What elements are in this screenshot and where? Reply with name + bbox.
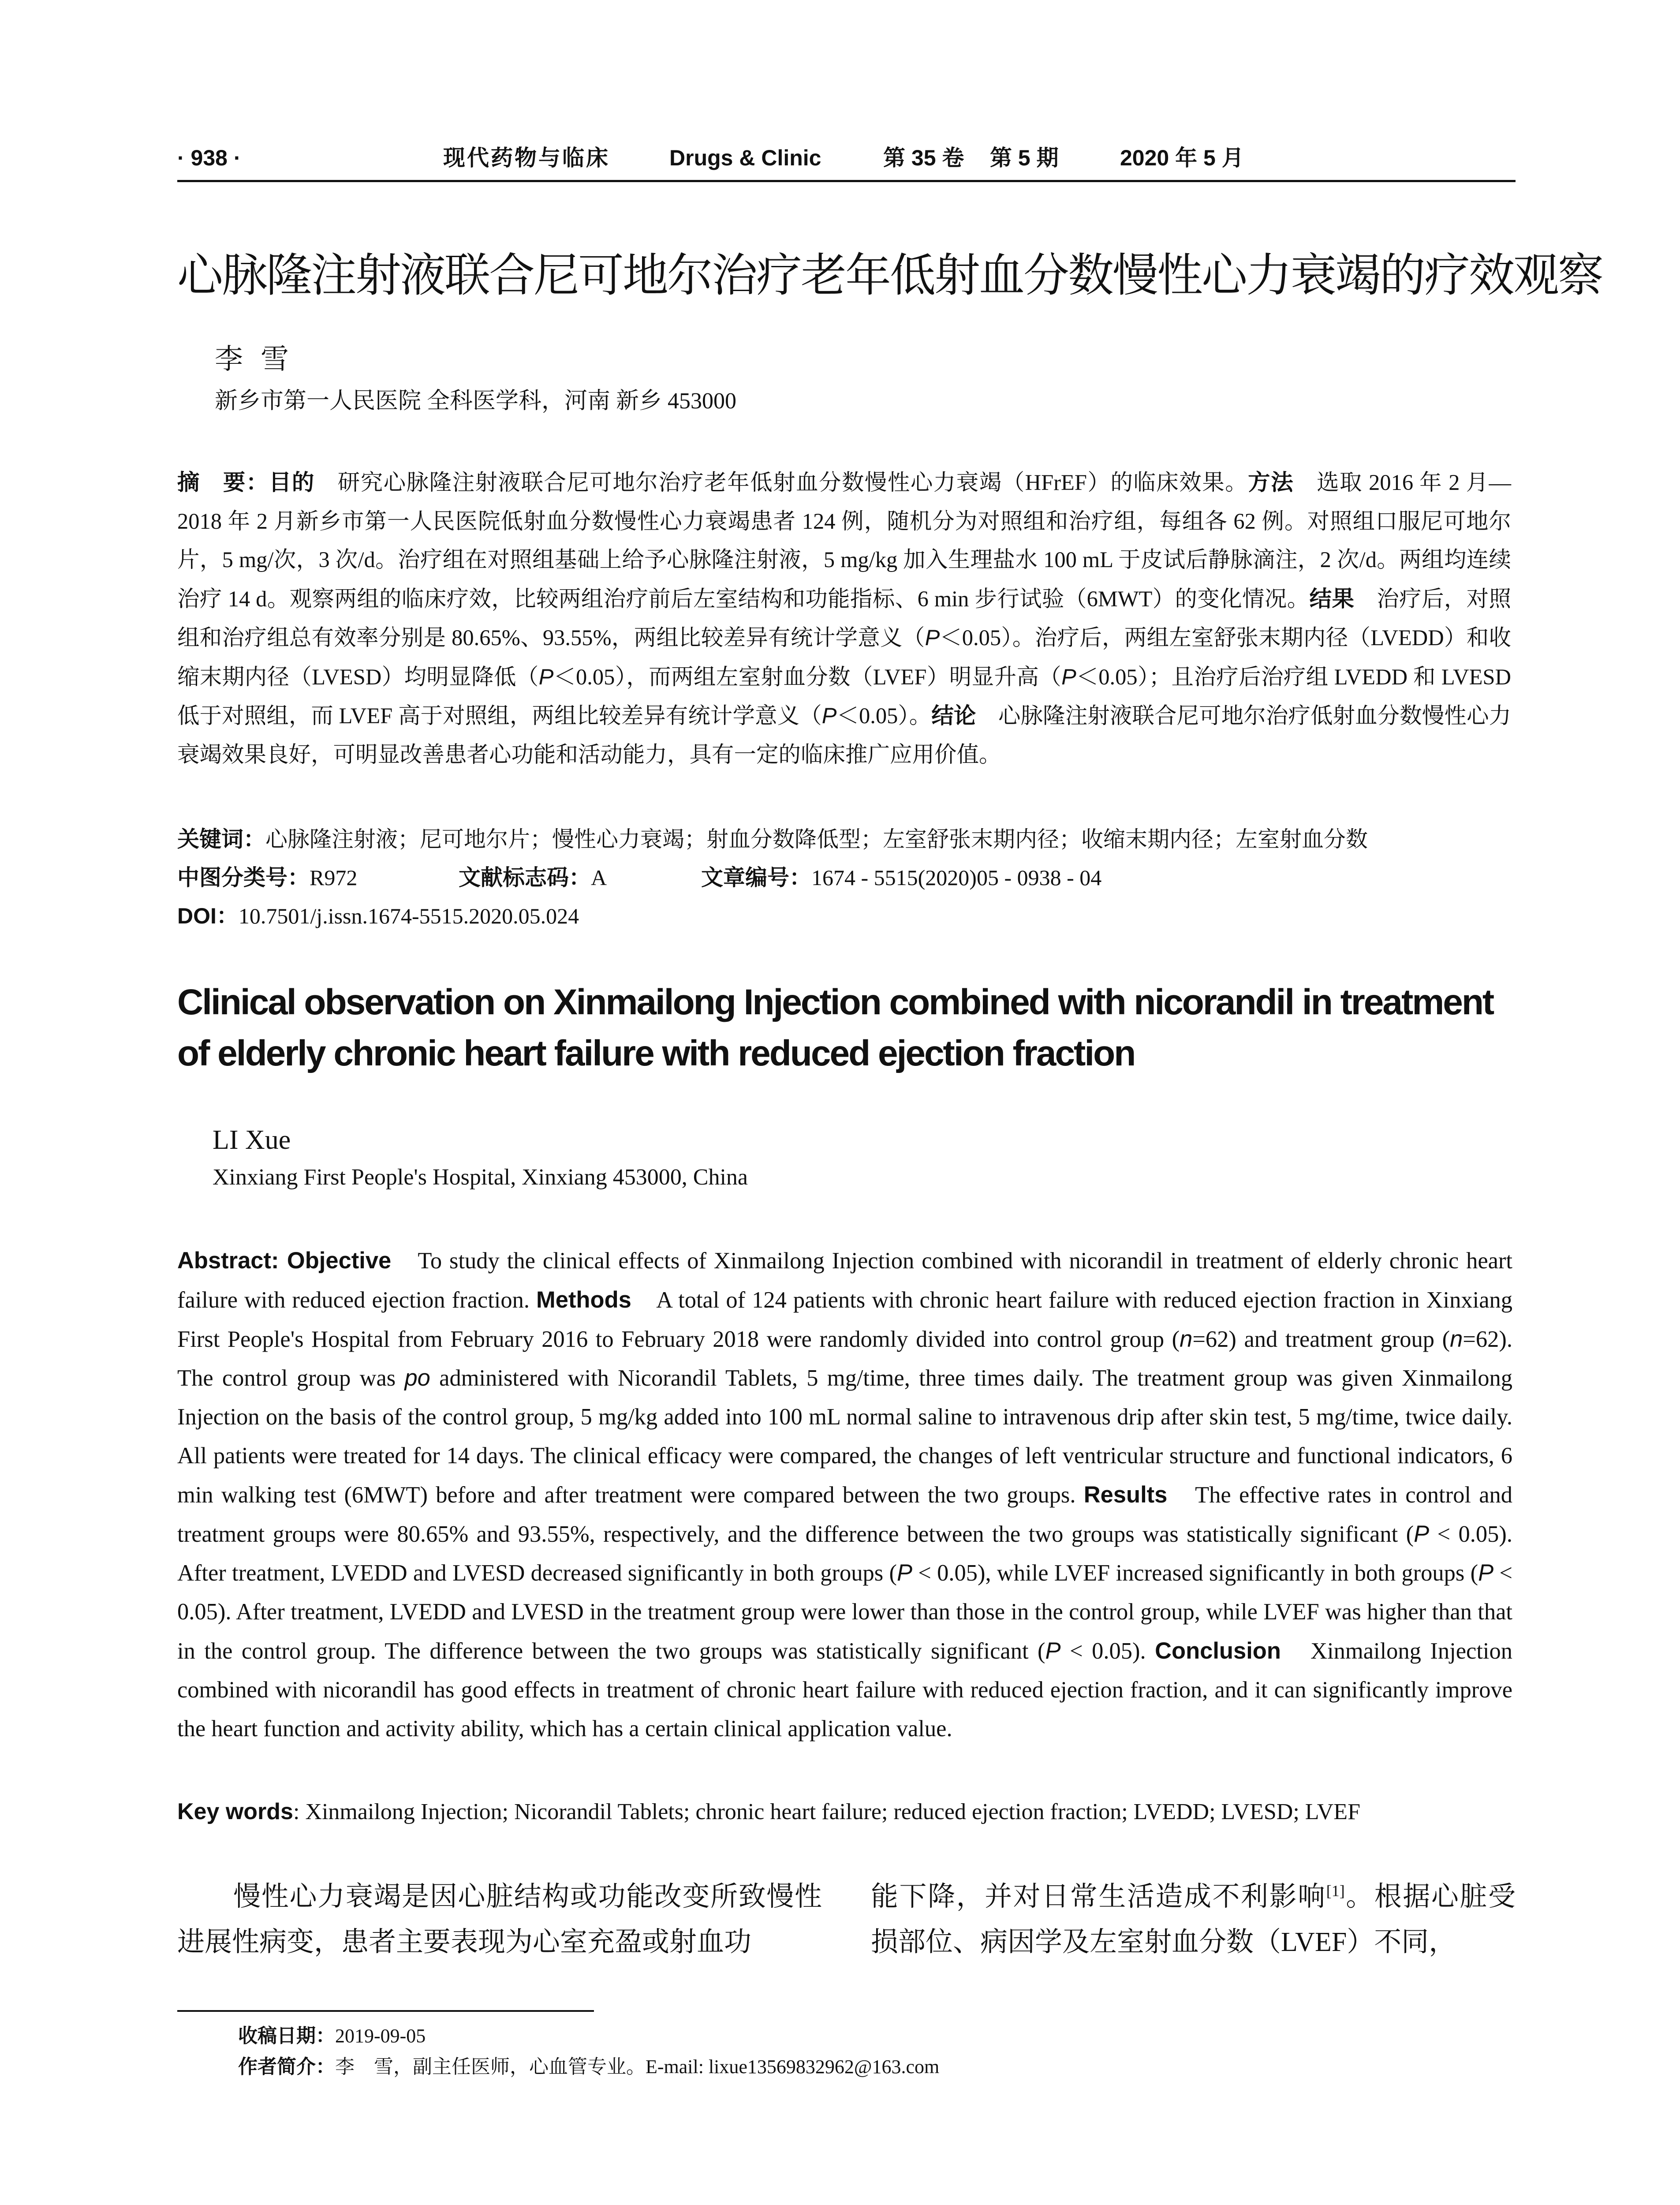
objective-label: 目的: [269, 470, 315, 495]
results-text: < 0.05). After treatment, LVEDD and LVESD in the treatment group were lower than those in the control group, while LVEF was higher than that in the control group. The difference between the two groups was statistically significant (: [177, 1560, 1513, 1664]
results-text: The effective rates in control and treatment groups were 80.65% and 93.55%, respectively, and the difference between the two groups was statistically significant (: [177, 1482, 1512, 1547]
footnote-rule: [177, 2010, 594, 2012]
results-text: ＜0.05）。: [836, 703, 932, 728]
chinese-abstract: [177, 463, 1511, 774]
keywords-label: 关键词：: [177, 827, 265, 852]
document-code: [459, 859, 607, 897]
english-abstract: [177, 1241, 1512, 1748]
english-title: Clinical observation on Xinmailong Injection combined with nicorandil in treatment of elderly chronic heart failure with reduced ejection fraction: [177, 982, 1493, 1073]
p-symbol: P: [925, 625, 940, 650]
objective-label: Objective: [287, 1248, 392, 1274]
p-symbol: P: [1061, 664, 1076, 689]
article-number: [701, 859, 1101, 897]
article-number-label: 文章编号：: [701, 865, 811, 890]
methods-text: =62) and treatment group (: [1192, 1326, 1450, 1352]
p-symbol: P: [538, 664, 554, 689]
chinese-title: 心脉隆注射液联合尼可地尔治疗老年低射血分数慢性心力衰竭的疗效观察: [177, 250, 1603, 301]
english-affiliation: Xinxiang First People's Hospital, Xinxiang 453000, China: [213, 1165, 748, 1190]
results-text: < 0.05). After treatment, LVEDD and LVESD decreased significantly in both groups (: [177, 1521, 1512, 1586]
conclusion-label: Conclusion: [1155, 1637, 1281, 1664]
keywords-text: 心脉隆注射液；尼可地尔片；慢性心力衰竭；射血分数降低型；左室舒张末期内径；收缩末期内径；左室射血分数: [265, 827, 1368, 852]
body-column-left: 慢性心力衰竭是因心脏结构或功能改变所致慢性进展性病变，患者主要表现为心室充盈或射血功: [177, 1882, 822, 1957]
received-date: [238, 2021, 426, 2052]
citation-ref: [1]: [1326, 1882, 1345, 1900]
chinese-author: 李雪: [215, 344, 306, 375]
article-number-value: 1674 - 5515(2020)05 - 0938 - 04: [811, 865, 1102, 890]
results-text: ＜0.05），而两组左室射血分数（LVEF）明显升高（: [553, 664, 1062, 689]
english-author: LI Xue: [213, 1125, 291, 1155]
document-code-label: 文献标志码：: [459, 865, 591, 890]
author-bio-label: 作者简介：: [238, 2056, 335, 2078]
document-code-value: A: [591, 865, 607, 890]
english-keywords: [177, 1793, 1522, 1831]
methods-text: 选取 2016 年 2 月—2018 年 2 月新乡市第一人民医院低射血分数慢性心力衰竭患者 124 例，随机分为对照组和治疗组，每组各 62 例。对照组口服尼可地尔片，5 mg/次，3 次/d。治疗组在对照组基础上给予心脉隆注射液，5 mg/kg 加入生理盐水 100 mL 于皮试后静脉滴注，2 次/d。两组均连续治疗 14 d。观察两组的临床疗效，比较两组治疗前后左室结构和功能指标、6 min 步行试验（6MWT）的变化情况。: [177, 470, 1512, 611]
journal-name-cn: 现代药物与临床: [443, 146, 610, 170]
chinese-affiliation: 新乡市第一人民医院 全科医学科，河南 新乡 453000: [215, 389, 737, 414]
p-symbol: P: [1045, 1637, 1061, 1664]
page-number: · 938 ·: [177, 146, 241, 170]
conclusion-text: Xinmailong Injection combined with nicorandil has good effects in treatment of chronic heart failure with reduced ejection fraction, and it can significantly improve the heart function and activity ability, which has a certain clinical application value.: [177, 1638, 1513, 1742]
results-text: ＜0.05）。治疗后，两组左室舒张末期内径（LVEDD）和收缩末期内径（LVESD）均明显降低（: [177, 625, 1511, 689]
issue-date: 2020 年 5 月: [1120, 146, 1244, 170]
objective-text: 研究心脉隆注射液联合尼可地尔治疗老年低射血分数慢性心力衰竭（HFrEF）的临床效果。: [314, 470, 1248, 495]
results-text: < 0.05).: [1060, 1638, 1155, 1664]
p-symbol: P: [1414, 1521, 1430, 1547]
doi-value: 10.7501/j.issn.1674-5515.2020.05.024: [238, 904, 579, 928]
conclusion-label: 结论: [931, 703, 976, 728]
p-symbol: P: [896, 1560, 912, 1586]
header-rule: [177, 180, 1516, 182]
conclusion-text: 心脉隆注射液联合尼可地尔治疗低射血分数慢性心力衰竭效果良好，可明显改善患者心功能和活动能力，具有一定的临床推广应用价值。: [177, 703, 1512, 767]
n-symbol: n: [1450, 1326, 1463, 1352]
results-text: 治疗后，对照组和治疗组总有效率分别是 80.65%、93.55%，两组比较差异有统计学意义（: [177, 586, 1512, 650]
results-text: ＜0.05）；且治疗后治疗组 LVEDD 和 LVESD 低于对照组，而 LVEF 高于对照组，两组比较差异有统计学意义（: [177, 664, 1511, 728]
methods-text: administered with Nicorandil Tablets, 5 mg/time, three times daily. The treatment group was given Xinmailong Injection on the basis of the control group, 5 mg/kg added into 100 mL normal saline to intravenous drip after skin test, 5 mg/time, twice daily. All patients were treated for 14 days. The clinical efficacy were compared, the changes of left ventricular structure and functional indicators, 6 min walking test (6MWT) before and after treatment were compared between the two groups.: [177, 1365, 1512, 1508]
keywords-text: : Xinmailong Injection; Nicorandil Tablets; chronic heart failure; reduced ejection fraction; LVEDD; LVESD; LVEF: [293, 1799, 1360, 1824]
keywords-label: Key words: [177, 1799, 293, 1824]
methods-text: A total of 124 patients with chronic heart failure with reduced ejection fraction in Xinxiang First People's Hospital from February 2016 to February 2018 were randomly divided into control group (: [177, 1287, 1513, 1352]
volume: 第 35 卷: [883, 146, 964, 170]
results-label: Results: [1083, 1481, 1168, 1508]
p-symbol: P: [1478, 1560, 1494, 1586]
p-symbol: P: [821, 703, 837, 728]
body-column-right: [871, 1874, 1516, 1965]
doi: [177, 897, 579, 935]
methods-label: Methods: [536, 1286, 631, 1313]
chinese-keywords: [177, 820, 1518, 859]
methods-text: =62). The control group was: [177, 1326, 1513, 1391]
abstract-label: Abstract:: [177, 1248, 287, 1274]
received-value: 2019-09-05: [335, 2025, 426, 2047]
doi-label: DOI：: [177, 904, 239, 928]
issue: 第 5 期: [990, 146, 1059, 170]
objective-text: To study the clinical effects of Xinmailong Injection combined with nicorandil in treatment of elderly chronic heart failure with reduced ejection fraction.: [177, 1248, 1512, 1313]
results-label: 结果: [1309, 586, 1355, 611]
methods-label: 方法: [1248, 470, 1294, 495]
author-bio-text: 李 雪，副主任医师，心血管专业。E-mail: lixue13569832962@163.com: [335, 2056, 940, 2078]
clc-value: R972: [310, 865, 358, 890]
clc-number: [177, 859, 357, 897]
results-text: < 0.05), while LVEF increased significantly in both groups (: [912, 1560, 1478, 1586]
received-label: 收稿日期：: [238, 2025, 335, 2047]
n-symbol: n: [1180, 1326, 1193, 1352]
po-symbol: po: [404, 1365, 430, 1391]
clc-label: 中图分类号：: [177, 865, 310, 890]
abstract-label: 摘 要：: [177, 470, 269, 495]
author-bio: [238, 2052, 939, 2082]
body-text: 能下降，并对日常生活造成不利影响: [871, 1882, 1326, 1912]
body-text: 。根据心脏受损部位、病因学及左室射血分数（LVEF）不同，: [871, 1882, 1516, 1957]
journal-name-en: Drugs & Clinic: [669, 146, 821, 170]
